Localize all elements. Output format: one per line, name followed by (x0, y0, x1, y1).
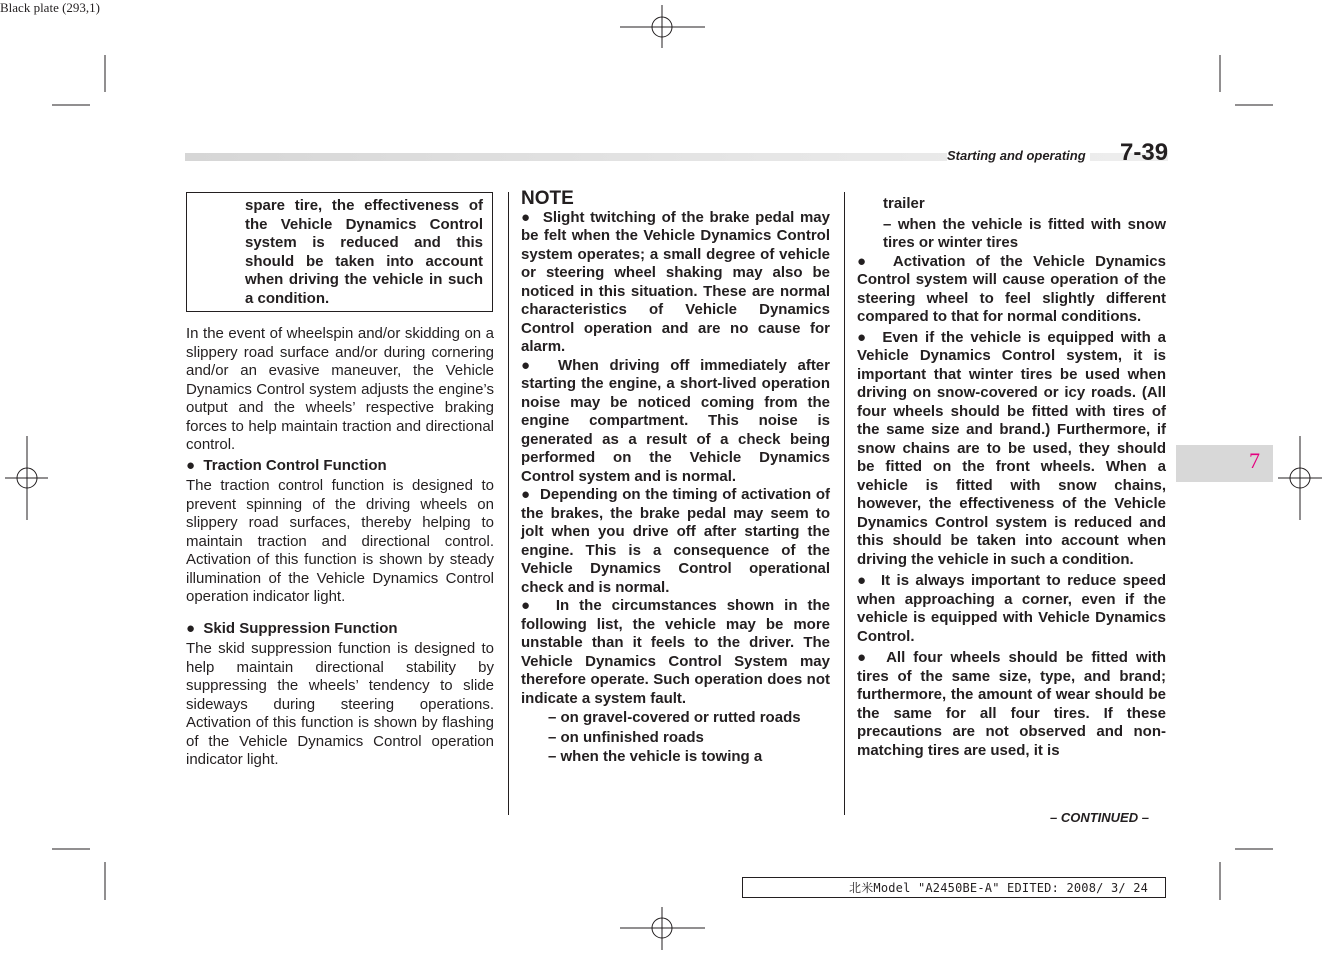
column-divider-1 (508, 192, 509, 815)
registration-mark-bottom-icon (620, 907, 705, 950)
dash-item-2: – on unfinished roads (548, 728, 704, 746)
page-number: 7-39 (1120, 139, 1169, 166)
intro-paragraph: In the event of wheelspin and/or skidding on a slippery road surface and/or during cornering and/or an evasive maneuver, the Vehicle Dynamics Control system adjusts the engine’s output and the wheels’ respective braking forces to help maintain traction and directional control. (186, 325, 494, 453)
bullet-icon: ● (521, 486, 531, 503)
traction-heading-text: Traction Control Function (203, 456, 387, 474)
bullet-icon: ● (857, 649, 870, 666)
right-column (857, 195, 1166, 760)
note-item-7-text: It is always important to reduce speed when approaching a corner, even if the vehicle is equipped with Vehicle Dynamics Control. (857, 572, 1166, 645)
note-item-3 (521, 486, 830, 597)
bullet-icon: ● (857, 252, 873, 270)
note-item-5 (857, 253, 1166, 327)
note-item-4-text: In the circumstances shown in the following list, the vehicle may be more unstable than it feels to the driver. The Vehicle Dynamics Control System may therefore operate. Such operation does not indicate a system fault. (521, 597, 830, 707)
crop-mark-bottom-right-icon (1220, 849, 1273, 900)
chapter-tab-label: 7 (1249, 448, 1260, 473)
bullet-icon: ● (521, 208, 532, 226)
crop-mark-top-right-icon (1220, 55, 1273, 105)
crop-mark-top-left-icon (52, 55, 105, 105)
dash-item-1: – on gravel-covered or rutted roads (548, 709, 801, 726)
note-item-8-text: All four wheels should be fitted with tires of the same size, type, and brand; furthermore, the amount of wear should be the same for all four tires. If these precautions are not observed and non-matching tires are used, it is (857, 649, 1167, 759)
bullet-icon: ● (521, 597, 536, 614)
section-title: Starting and operating (947, 148, 1090, 163)
continued-label: – CONTINUED – (1050, 810, 1149, 825)
dash-item-3-continued: trailer (883, 195, 925, 212)
note-item-1-text: Slight twitching of the brake pedal may be felt when the Vehicle Dynamics Control system operates; a small degree of vehicle or steering wheel shaking may also be noticed in this situation. These are normal characteristics of Vehicle Dynamics Control operation and are no cause for alarm. (521, 208, 830, 355)
bullet-icon: ● (186, 619, 196, 637)
note-item-1 (521, 209, 830, 357)
dash-item-3: – when the vehicle is towing a (548, 748, 763, 765)
column-divider-2 (844, 192, 845, 815)
bullet-icon: ● (186, 456, 196, 474)
note-item-4 (521, 597, 830, 708)
bullet-icon: ● (857, 572, 869, 589)
note-item-2 (521, 357, 830, 487)
footer-text: 北米Model "A2450BE-A" EDITED: 2008/ 3/ 24 (849, 881, 1149, 895)
note-item-3-text: Depending on the timing of activation of the brakes, the brake pedal may seem to jolt when you drive off after starting the engine. This is a consequence of the Vehicle Dynamics Control operational check and is normal. (521, 486, 830, 596)
crop-mark-bottom-left-icon (52, 849, 105, 900)
left-column (186, 325, 494, 770)
traction-paragraph: The traction control function is designed to prevent spinning of the driving wheels on slippery road surfaces, thereby helping to maintain traction and directional control. Activation of this function is shown by steady illumination of the Vehicle Dynamics Control operation indicator light. (186, 477, 494, 605)
plate-label: Black plate (293,1) (0, 0, 100, 15)
dash-item-4: – when the vehicle is fitted with snow tires or winter tires (883, 215, 1166, 251)
registration-mark-right-icon (1278, 436, 1322, 520)
note-item-5-text: Activation of the Vehicle Dynamics Control system will cause operation of the steering wheel to feel slightly different compared to that for normal conditions. (857, 252, 1166, 325)
skid-paragraph: The skid suppression function is designed to help maintain directional stability by suppressing the wheels’ tendency to slide sideways during steering operations. Activation of this function is shown by flashing of the Vehicle Dynamics Control operation indicator light. (186, 640, 494, 768)
note-title: NOTE (521, 188, 574, 209)
skid-heading-text: Skid Suppression Function (203, 619, 398, 637)
skid-heading (186, 620, 494, 639)
bullet-icon: ● (521, 356, 537, 374)
registration-mark-top-icon (620, 5, 705, 48)
bullet-icon: ● (857, 328, 869, 346)
registration-mark-left-icon (5, 436, 48, 520)
note-column (521, 190, 830, 767)
note-item-6 (857, 329, 1166, 570)
note-item-7 (857, 572, 1166, 646)
note-item-6-text: Even if the vehicle is equipped with a Vehicle Dynamics Control system, it is important that winter tires be used when driving on snow-covered or icy roads. (All four wheels should be fitted with tires of the same size and brand.) Furthermore, if snow chains are to be used, they should be fitted on the front wheels. When a vehicle is fitted with snow chains, however, the effectiveness of the Vehicle Dynamics Control system is reduced and this should be taken into account when driving the vehicle in such a condition. (857, 328, 1166, 568)
note-item-2-text: When driving off immediately after starting the engine, a short-lived operation noise may be noticed coming from the engine compartment. This noise is generated as a result of a check being performed on the Vehicle Dynamics Control system and is normal. (521, 356, 830, 485)
note-item-8 (857, 649, 1166, 760)
warning-text: spare tire, the effectiveness of the Vehicle Dynamics Control system is reduced and this should be taken into account when driving the vehicle in such a condition. (245, 197, 483, 307)
traction-heading (186, 457, 494, 476)
